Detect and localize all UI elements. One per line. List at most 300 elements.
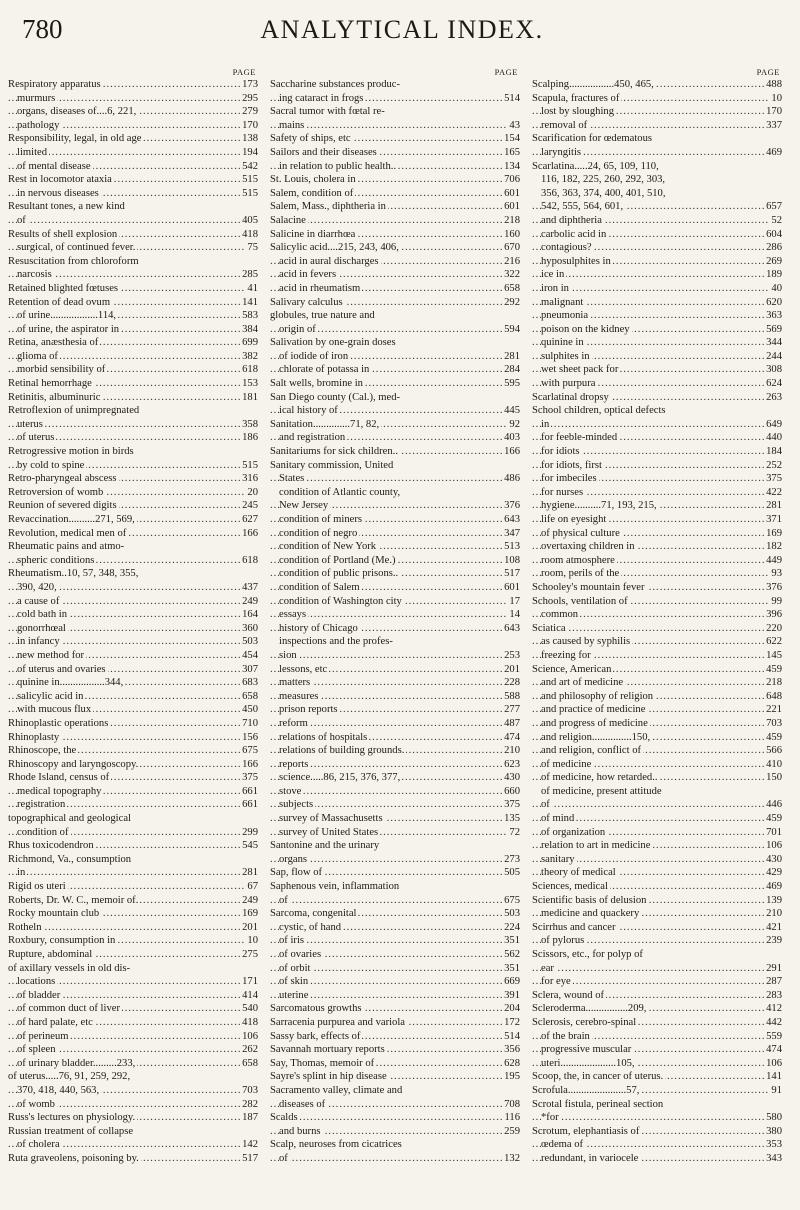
index-term: condition of New York [279,541,377,553]
page-reference: 515 [242,174,258,186]
index-entry [532,948,782,962]
index-term: Salivary calculus [270,296,343,308]
index-term: Schooley's mountain fever [532,581,645,593]
page-reference: 337 [766,119,782,131]
index-subentry [532,975,782,989]
index-subentry [270,595,520,609]
index-subentry [532,309,782,323]
index-term: acid in aural discharges [279,255,379,267]
index-subentry [270,92,520,106]
index-term: Scarlatina.....24, 65, 109, 110, [532,160,659,172]
index-term: as caused by syphilis [541,636,631,648]
index-entry [532,1002,782,1016]
page-reference: 540 [242,1003,258,1015]
page-reference: 195 [504,1071,520,1083]
page-reference: 360 [242,622,258,634]
page-reference: 142 [242,1139,258,1151]
page-reference: 514 [504,92,520,104]
index-entry [8,758,258,772]
index-term: ing cataract in frogs [279,92,364,104]
index-entry [270,146,520,160]
index-term: locations [17,976,56,988]
index-term: Salacine [270,214,306,226]
index-subentry [8,92,258,106]
index-term: globules, true nature and [270,310,375,322]
index-term: pneumonia [541,310,589,322]
index-term: Resultant tones, a new kind [8,201,125,213]
page-reference: 661 [242,799,258,811]
page-reference: 218 [504,214,520,226]
index-subentry [532,418,782,432]
page-reference: 358 [242,418,258,430]
index-term: Roxbury, consumption in [8,935,116,947]
index-subentry [8,431,258,445]
index-subentry [532,472,782,486]
index-term: of hard palate, etc [17,1016,93,1028]
page-reference: 580 [766,1112,782,1124]
index-term: and religion, conflict of [541,745,642,757]
index-subentry [270,350,520,364]
page-reference: 116 [504,1112,520,1124]
index-entry [270,173,520,187]
index-subentry [8,187,258,201]
index-term: history of Chicago [279,622,358,634]
index-term: Savannah mortuary reports [270,1044,385,1056]
index-entry [8,907,258,921]
index-subentry [270,472,520,486]
page-reference: 437 [242,581,258,593]
index-entry [8,540,258,554]
index-subentry [532,499,782,513]
index-term: chlorate of potassa in [279,364,370,376]
index-term: of mental disease [17,160,91,172]
page-reference: 220 [766,622,782,634]
page-reference: 106 [766,1057,782,1069]
page-reference: 106 [242,1030,258,1042]
index-subentry [270,513,520,527]
index-subentry [532,527,782,541]
index-term: freezing for [541,649,591,661]
index-subentry [270,608,520,622]
index-term: theory of medical [541,867,616,879]
index-subentry [8,459,258,473]
index-entry [532,1070,782,1084]
index-term: of urinary bladder.........233, [17,1057,136,1069]
page-reference: 189 [766,269,782,281]
page-reference: 515 [242,459,258,471]
index-term: Scrotal fistula, perineal section [532,1098,664,1110]
page-reference: 562 [504,949,520,960]
page-reference: 601 [504,581,520,593]
index-entry [270,214,520,228]
index-term: Scirrhus and cancer [532,921,616,933]
page-reference: 601 [504,201,520,213]
index-subentry [270,758,520,772]
index-term: Science, American [532,663,612,675]
page-reference: 627 [242,514,258,525]
index-term: and burns [279,1125,321,1137]
index-term: Sarracenia purpurea and variola [270,1016,405,1028]
index-term: reports [279,758,309,770]
page-reference: 249 [242,894,258,906]
page-reference: 595 [504,378,520,390]
index-term: of spleen [17,1044,56,1056]
page-reference: 221 [766,704,782,716]
page-reference: 75 [247,242,258,254]
column-heading: PAGE [232,67,256,77]
index-term: Rhinoscopy and laryngoscopy. [8,758,139,770]
index-term: narcosis [17,269,52,281]
page-reference: 618 [242,364,258,376]
index-subentry [8,363,258,377]
index-term: œdema of [541,1139,584,1151]
page-reference: 170 [242,119,258,131]
index-term: iron in [541,282,569,294]
index-term: Revaccination..........271, 569, [8,514,135,525]
page-reference: 17 [509,595,520,607]
index-subentry [8,798,258,812]
index-term: surgical, of continued fever. [17,242,136,254]
index-term: Retention of dead ovum [8,296,111,308]
index-subentry [8,268,258,282]
index-subentry [532,608,782,622]
index-subentry [532,866,782,880]
index-subentry [270,567,520,581]
index-term: for imbeciles [541,473,597,485]
index-subentry [270,785,520,799]
index-subentry [270,962,520,976]
index-entry [532,595,782,609]
index-entry [8,336,258,350]
page-reference: 429 [766,867,782,879]
index-term: uterine [279,989,309,1001]
index-term: of uterus and ovaries [17,663,106,675]
index-term: sanitary [541,853,575,865]
index-subentry [532,567,782,581]
index-term: and religion...............150, [541,731,651,743]
page-reference: 99 [771,595,782,607]
index-subentry [532,1043,782,1057]
index-subentry [532,214,782,228]
index-subentry [8,146,258,160]
index-subentry [8,105,258,119]
page-reference: 588 [504,690,520,702]
index-term: condition of miners [279,514,362,525]
index-term: Sarcomatous growths [270,1003,362,1015]
index-subentry [532,785,782,799]
index-subentry [8,595,258,609]
page-reference: 347 [504,527,520,539]
index-entry [270,907,520,921]
index-term: stove [279,785,302,797]
page-reference: 283 [766,989,782,1001]
page-reference: 459 [766,813,782,825]
index-term: Scientific basis of delusion [532,894,647,906]
index-subentry [532,445,782,459]
page-reference: 517 [504,568,520,580]
page-reference: 292 [504,296,520,308]
page-reference: 307 [242,663,258,675]
page-reference: 353 [766,1139,782,1151]
page-reference: 421 [766,921,782,933]
index-subentry [8,119,258,133]
index-entry [532,1125,782,1139]
index-entry [270,187,520,201]
page-reference: 108 [504,554,520,566]
index-subentry [270,160,520,174]
page-reference: 446 [766,799,782,811]
index-entry [8,200,258,214]
page-reference: 299 [242,826,258,838]
index-entry [270,132,520,146]
index-subentry [532,717,782,731]
index-term: redundant, in variocele [541,1152,639,1164]
index-term: cold bath in [17,609,68,621]
column-heading: PAGE [494,67,518,77]
index-subentry [8,581,258,595]
index-entry [8,499,258,513]
index-term: Retro-pharyngeal abscess [8,473,117,485]
index-term: origin of [279,323,316,335]
index-term: new method for [17,649,85,661]
index-subentry [8,1030,258,1044]
page-reference: 430 [766,853,782,865]
index-term: St. Louis, cholera in [270,174,356,186]
index-subentry [270,622,520,636]
index-entry [270,228,520,242]
page-reference: 139 [766,894,782,906]
index-subentry [270,1125,520,1139]
page-reference: 375 [766,473,782,485]
index-term: wet sheet pack for [541,364,619,376]
page-reference: 670 [504,242,520,254]
index-term: malignant [541,296,584,308]
index-term: carbolic acid in [541,228,607,240]
index-term: of urine, the aspirator in [17,323,120,335]
index-term: life on eyesight [541,514,607,525]
page-reference: 10 [771,92,782,104]
index-entry [270,418,520,432]
page-reference: 277 [504,704,520,716]
page-reference: 542 [242,160,258,172]
index-term: Russian treatment of collapse [8,1125,134,1137]
index-subentry [270,975,520,989]
index-term: for nurses [541,486,584,498]
index-entry [8,934,258,948]
index-subentry [532,323,782,337]
page-reference: 486 [504,473,520,485]
page-reference: 363 [766,310,782,322]
index-term: Salem, condition of [270,187,354,199]
index-subentry [270,676,520,690]
index-entry [8,1125,258,1139]
index-entry [8,377,258,391]
index-subentry [532,513,782,527]
page-reference: 430 [504,772,520,784]
index-entry [8,486,258,500]
index-term: Rhinoplasty [8,731,60,743]
index-subentry [532,771,782,785]
page-reference: 160 [504,228,520,240]
index-subentry [8,826,258,840]
index-subentry [8,649,258,663]
page-reference: 218 [766,677,782,689]
index-term: Respiratory apparatus [8,79,101,90]
index-subentry [270,744,520,758]
index-entry [532,404,782,418]
page-reference: 52 [771,214,782,226]
page-reference: 182 [766,541,782,553]
index-subentry [532,336,782,350]
index-subentry [270,119,520,133]
index-term: for idiots, first [541,459,602,471]
page-reference: 703 [242,1084,258,1096]
page-reference: 316 [242,473,258,485]
index-term: Roberts, Dr. W. C., memoir of. [8,894,139,906]
index-subentry [532,187,782,201]
page-reference: 675 [504,894,520,906]
index-entry [532,78,782,92]
index-subentry [8,622,258,636]
index-term: Retained blighted fœtuses [8,282,119,294]
index-term: uteri.....................105, [541,1057,635,1069]
page-reference: 669 [504,976,520,988]
index-term: of the brain [541,1030,590,1042]
index-subentry [8,785,258,799]
index-entry [532,1098,782,1112]
index-term: Scarification for œdematous [532,133,653,145]
index-subentry [8,1057,258,1071]
page-reference: 559 [766,1030,782,1042]
index-subentry [532,119,782,133]
index-entry [8,1152,258,1166]
page-reference: 154 [504,133,520,145]
index-entry [270,336,520,350]
index-subentry [8,309,258,323]
index-term: of womb [17,1098,55,1110]
index-subentry [8,635,258,649]
page-reference: 187 [242,1112,258,1124]
page-reference: 135 [504,813,520,825]
index-term: progressive muscular [541,1044,632,1056]
page-reference: 210 [504,745,520,757]
index-entry [270,1016,520,1030]
index-subentry [532,907,782,921]
index-subentry [532,228,782,242]
page-reference: 284 [504,364,520,376]
index-subentry [532,554,782,568]
index-subentry [532,758,782,772]
index-subentry [532,635,782,649]
index-subentry [270,798,520,812]
index-column-2 [270,66,520,1166]
index-term: Salicine in diarrhœa [270,228,356,240]
page-reference: 249 [242,595,258,607]
index-entry [8,771,258,785]
page-reference: 683 [242,677,258,689]
index-term: quinine in [541,337,584,349]
page-reference: 384 [242,323,258,335]
index-term: pathology [17,119,60,131]
index-entry [8,744,258,758]
page-reference: 181 [242,391,258,403]
page-reference: 281 [504,350,520,362]
page-reference: 253 [504,649,520,661]
index-term: Sacral tumor with fœtal re- [270,106,385,118]
page-reference: 322 [504,269,520,281]
index-subentry [8,1016,258,1030]
index-term: morbid sensibility of [17,364,106,376]
index-subentry [532,268,782,282]
index-subentry [532,676,782,690]
index-entry [8,567,258,581]
index-entry [532,581,782,595]
index-entry [270,1030,520,1044]
index-term: of uterus.....76, 91, 259, 292, [8,1071,131,1083]
page-reference: 273 [504,853,520,865]
index-entry [8,948,258,962]
page-reference: 172 [504,1016,520,1028]
index-term: 390, 420, [17,581,57,593]
page-reference: 505 [504,867,520,879]
index-subentry [8,866,258,880]
page-reference: 376 [766,581,782,593]
page-reference: 173 [242,79,258,90]
index-entry [532,92,782,106]
index-subentry [270,731,520,745]
page-reference: 184 [766,446,782,458]
index-entry [532,1016,782,1030]
index-term: cystic, of hand [279,921,342,933]
page-reference: 287 [766,976,782,988]
page-reference: 382 [242,350,258,362]
index-term: 356, 363, 374, 400, 401, 510, [541,187,666,199]
index-term: Sap, flow of [270,867,323,879]
index-entry [270,1111,520,1125]
index-term: murmurs [17,92,56,104]
page-reference: 252 [766,459,782,471]
index-term: of pylorus [541,935,585,947]
index-subentry [8,703,258,717]
index-entry [270,1002,520,1016]
index-subentry [8,160,258,174]
index-term: for feeble-minded [541,432,618,444]
page-reference: 285 [242,269,258,281]
index-entry [8,282,258,296]
page-reference: 566 [766,745,782,757]
page-reference: 622 [766,636,782,648]
index-term: of axillary vessels in old dis- [8,962,131,974]
page-reference: 275 [242,949,258,960]
page-reference: 583 [242,310,258,322]
page-reference: 91 [771,1084,782,1096]
index-entry [270,1057,520,1071]
index-term: Scrotum, elephantiasis of [532,1125,640,1137]
page-reference: 405 [242,214,258,226]
page-reference: 141 [766,1071,782,1083]
index-term: and practice of medicine [541,704,646,716]
index-subentry [8,608,258,622]
index-term: Retinitis, albuminuric [8,391,101,403]
index-subentry [270,554,520,568]
index-subentry [8,676,258,690]
index-term: Retrogressive motion in birds [8,446,134,458]
page-reference: 72 [509,826,520,838]
page-reference: 658 [242,690,258,702]
index-term: of skin [279,976,309,988]
page-reference: 40 [771,282,782,294]
index-term: salicylic acid in [17,690,84,702]
